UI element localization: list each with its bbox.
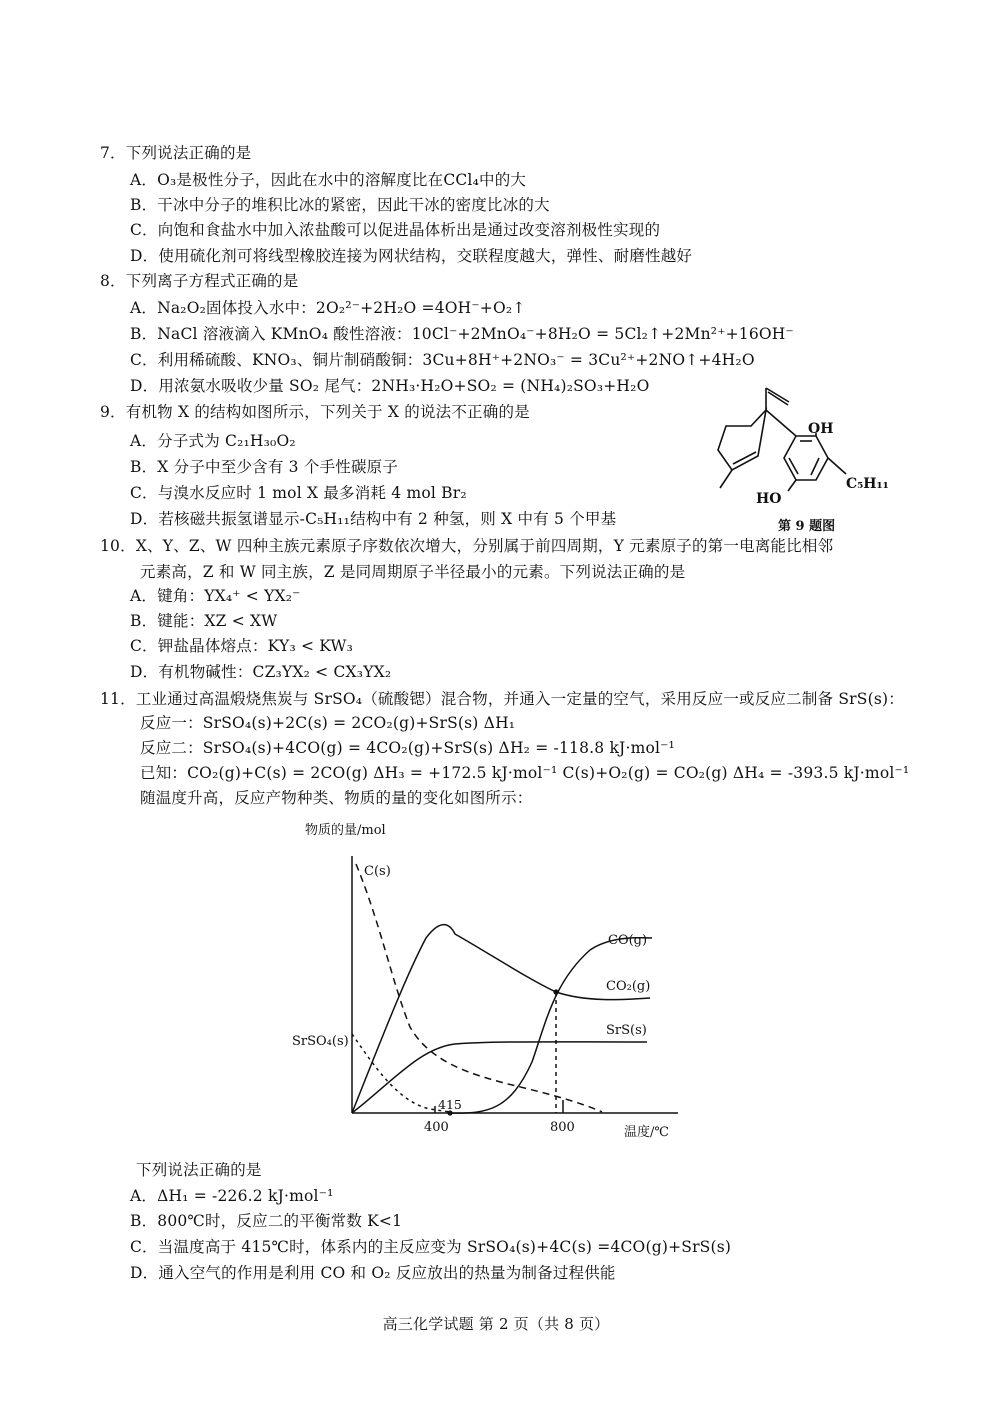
q10-stem-line-2: 元素高，Z 和 W 同主族，Z 是同周期原子半径最小的元素。下列说法正确的是 — [140, 563, 686, 581]
series-label-co: CO(g) — [608, 933, 648, 948]
pentyl-label: C₅H₁₁ — [846, 476, 889, 492]
x-tick-label-800: 800 — [550, 1120, 575, 1135]
q11-reaction-2: 反应二：SrSO₄(s)+4CO(g) = 4CO₂(g)+SrS(s) ΔH₂ = -118.8 kJ·mol⁻¹ — [140, 739, 675, 757]
q10-option-a: A．键角：YX₄⁺ < YX₂⁻ — [130, 587, 301, 605]
cyclohexene-ring — [718, 410, 766, 470]
series-label-srso4: SrSO₄(s) — [292, 1034, 349, 1049]
oh-bottom-label: HO — [756, 491, 782, 507]
q11-ask: 下列说法正确的是 — [136, 1161, 262, 1179]
q11-option-a: A．ΔH₁ = -226.2 kJ·mol⁻¹ — [130, 1187, 334, 1205]
series-label-c-s: C(s) — [364, 864, 391, 879]
q10-option-b: B．键能：XZ < XW — [130, 612, 278, 630]
q7-option-c: C．向饱和食盐水中加入浓盐酸可以促进晶体析出是通过改变溶剂极性实现的 — [130, 221, 661, 239]
benzene-ring — [784, 436, 828, 480]
q8-stem: 8．下列离子方程式正确的是 — [100, 272, 299, 290]
q10-stem-line-1: 10．X、Y、Z、W 四种主族元素原子序数依次增大，分别属于前四周期，Y 元素原子的第一电离能比相邻 — [100, 537, 834, 555]
series-c-s-line — [356, 864, 602, 1112]
x-tick-label-400: 400 — [424, 1120, 449, 1135]
q9-option-a: A．分子式为 C₂₁H₃₀O₂ — [130, 432, 296, 450]
annotation-415: 415 — [438, 1097, 462, 1112]
oh-top-label: OH — [808, 421, 834, 437]
q10-option-c: C．钾盐晶体熔点：KY₃ < KW₃ — [130, 637, 354, 655]
q9-stem: 9．有机物 X 的结构如图所示，下列关于 X 的说法不正确的是 — [100, 403, 530, 421]
ring-link-bond — [766, 410, 796, 436]
pentyl-bond — [828, 458, 846, 474]
q11-trend: 随温度升高，反应产物种类、物质的量的变化如图所示： — [140, 789, 533, 807]
q11-option-c: C．当温度高于 415℃时，体系内的主反应变为 SrSO₄(s)+4C(s) =4CO(g)+SrS(s) — [130, 1238, 732, 1256]
q9-figure-caption: 第 9 题图 — [778, 519, 836, 534]
q7-option-b: B．干冰中分子的堆积比冰的紧密，因此干冰的密度比冰的大 — [130, 196, 550, 214]
series-label-srs: SrS(s) — [606, 1023, 647, 1038]
q9-structure-figure — [700, 378, 900, 536]
x-axis-label: 温度/℃ — [624, 1125, 669, 1140]
series-label-co2: CO₂(g) — [606, 979, 651, 994]
q8-option-d: D．用浓氨水吸收少量 SO₂ 尾气：2NH₃·H₂O+SO₂ = (NH₄)₂SO₃+H₂O — [130, 377, 650, 395]
q7-option-a: A．O₃是极性分子，因此在水中的溶解度比在CCl₄中的大 — [130, 171, 527, 189]
oh-bottom-bond — [788, 480, 796, 491]
y-axis-label: 物质的量/mol — [305, 823, 386, 838]
q8-option-c: C．利用稀硫酸、KNO₃、铜片制硝酸铜：3Cu+8H⁺+2NO₃⁻ = 3Cu²⁺+2NO↑+4H₂O — [130, 351, 755, 369]
q11-chart — [280, 812, 700, 1152]
q11-known: 已知：CO₂(g)+C(s) = 2CO(g) ΔH₃ = +172.5 kJ·mol⁻¹ C(s)+O₂(g) = CO₂(g) ΔH₄ = -393.5 kJ·mol⁻¹ — [140, 764, 910, 782]
q11-option-d: D．通入空气的作用是利用 CO 和 O₂ 反应放出的热量为制备过程供能 — [130, 1264, 616, 1282]
q7-option-d: D．使用硫化剂可将线型橡胶连接为网状结构，交联程度越大，弹性、耐磨性越好 — [130, 247, 693, 265]
q9-option-d: D．若核磁共振氢谱显示-C₅H₁₁结构中有 2 种氢，则 X 中有 5 个甲基 — [130, 510, 617, 528]
q8-option-a: A．Na₂O₂固体投入水中：2O₂²⁻+2H₂O =4OH⁻+O₂↑ — [130, 299, 526, 317]
q9-option-b: B．X 分子中至少含有 3 个手性碳原子 — [130, 458, 399, 476]
q7-stem: 7．下列说法正确的是 — [100, 144, 252, 162]
series-srs-line — [352, 1042, 647, 1113]
q10-option-d: D．有机物碱性：CZ₃YX₂ < CX₃YX₂ — [130, 663, 392, 681]
q11-reaction-1: 反应一：SrSO₄(s)+2C(s) = 2CO₂(g)+SrS(s) ΔH₁ — [140, 714, 516, 732]
q8-option-b: B．NaCl 溶液滴入 KMnO₄ 酸性溶液：10Cl⁻+2MnO₄⁻+8H₂O = 5Cl₂↑+2Mn²⁺+16OH⁻ — [130, 325, 794, 343]
q9-option-c: C．与溴水反应时 1 mol X 最多消耗 4 mol Br₂ — [130, 484, 467, 502]
co-co2-intersection-marker — [553, 989, 558, 994]
vinyl-double-bond — [766, 388, 789, 402]
q11-option-b: B．800℃时，反应二的平衡常数 K<1 — [130, 1212, 403, 1230]
series-co2-line — [352, 925, 650, 1113]
page-footer: 高三化学试题 第 2 页（共 8 页） — [382, 1315, 610, 1333]
q11-stem: 11．工业通过高温煅烧焦炭与 SrSO₄（硫酸锶）混合物，并通入一定量的空气，采用反应一或反应二制备 SrS(s)： — [100, 690, 904, 708]
methyl-bond — [720, 470, 732, 488]
